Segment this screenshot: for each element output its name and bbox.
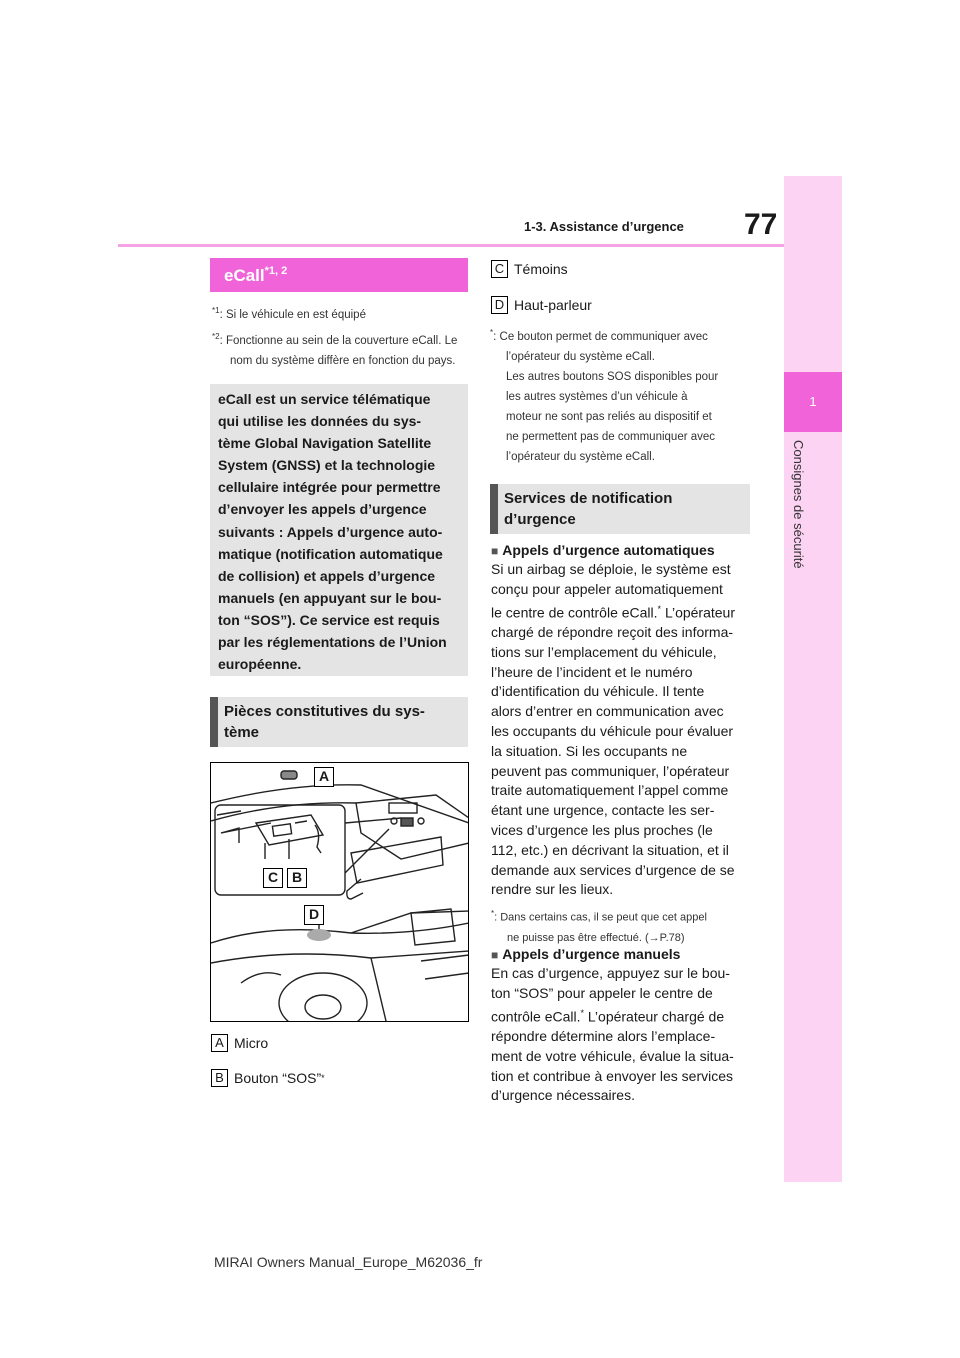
item-a-text: Micro [234,1035,269,1051]
chapter-label: Consignes de sécurité [791,440,806,569]
intro-line: cellulaire intégrée pour permettre [218,479,441,496]
sos-footnote-line: l’opérateur du système eCall. [506,450,655,463]
notification-heading [490,484,750,534]
figure-label-d: D [304,905,324,925]
note-1-mark: *1 [212,306,220,315]
section-title: 1-3. Assistance d’urgence [524,219,684,234]
notification-heading-line2: d’urgence [504,511,576,528]
sos-footnote-mark: * [490,328,494,337]
ecall-intro-box [210,384,468,676]
intro-line: de collision) et appels d’urgence [218,567,436,584]
intro-line: tème Global Navigation Satellite [218,435,432,452]
item-a-label: A [211,1034,228,1052]
intro-line: européenne. [218,656,302,673]
intro-line: eCall est un service télématique [218,391,431,407]
components-heading [210,697,468,747]
ecall-heading [210,258,468,292]
sos-footnote-line: *: Ce bouton permet de communiquer avec [490,328,708,343]
ecall-heading-sup: *1, 2 [264,265,288,277]
component-item-d [491,296,592,314]
intro-line: par les réglementations de l’Union [218,634,447,651]
note-1-text: : Si le véhicule en est équipé [219,308,366,321]
figure-label-b: B [287,868,307,888]
ecall-heading-text: eCall [224,266,265,285]
chapter-side-tab [784,176,842,1182]
component-item-a [211,1034,268,1052]
sos-footnote-line: Les autres boutons SOS disponibles pour [506,370,719,383]
sos-footnote [490,323,752,467]
manual-calls-heading: ■ Appels d’urgence manuels [491,946,753,962]
sos-footnote-line: moteur ne sont pas reliés au dispositif et [506,410,712,423]
auto-calls-footnote: *: Dans certains cas, il se peut que cet appel ne puisse pas être effectué. (→P.78) [491,909,707,944]
manual-calls-section [491,946,753,1106]
car-interior-drawing [211,763,469,1022]
note-2-mark: *2 [212,331,220,341]
sos-footnote-line: ne permettent pas de communiquer avec [506,430,716,443]
ecall-components-illustration [210,762,469,1022]
item-d-text: Haut-parleur [514,297,592,313]
ecall-notes [212,301,466,371]
intro-line: d’envoyer les appels d’urgence [218,501,427,518]
document-footer: MIRAI Owners Manual_Europe_M62036_fr [214,1254,483,1270]
page-number: 77 [744,208,778,241]
intro-line: matique (notification automatique [218,545,443,562]
components-heading-line1: Pièces constitutives du sys- [224,703,425,720]
intro-line: ton “SOS”). Ce service est requis [218,611,440,628]
item-d-label: D [491,296,508,314]
auto-calls-section [491,542,753,948]
intro-line: manuels (en appuyant sur le bou- [218,589,442,606]
component-item-c [491,260,568,278]
note-1 [212,301,466,325]
page-78-link[interactable]: →P.78 [648,931,681,944]
auto-calls-body: Si un airbag se déploie, le système est conçu pour appeler automatiquement le centre de contrôle eCall.* L’opérateur chargé de répondre reçoit des informa- tions sur l’emplacement du véhicule, l’heure de l’incident et le numéro d’identification du véhicule. Il tente alors d’entrer en communication avec les occupants du véhicule pour évaluer la situation. Si les occupants ne peuvent pas communiquer, l’opérateur traite automatiquement l’appel comme étant une urgence, contacte les ser- vices d’urgence les plus proches (le 112, etc.) en décrivant la situation, et il demande aux services d’urgence de se rendre sur les lieux. [491,561,736,898]
sos-footnote-line: l’opérateur du système eCall. [506,350,655,363]
notification-heading-line1: Services de notification [504,490,673,507]
intro-line: qui utilise les données du sys- [218,413,422,430]
item-b-label: B [211,1069,228,1087]
header-rule [118,244,784,247]
item-b-sup: * [321,1073,325,1083]
component-item-b [211,1069,325,1087]
intro-line: suivants : Appels d’urgence auto- [218,523,443,540]
item-c-text: Témoins [514,261,568,277]
auto-calls-heading: ■ Appels d’urgence automatiques [491,542,753,558]
chapter-number-tab[interactable]: 1 [784,372,842,432]
components-heading-line2: tème [224,724,260,741]
figure-label-c: C [263,868,283,888]
figure-label-a: A [314,767,334,787]
item-b-text: Bouton “SOS” [234,1070,322,1086]
note-2 [212,327,466,371]
sos-footnote-line: les autres systèmes d’un véhicule à [506,390,688,403]
note-2-text: : Fonctionne au sein de la couverture eCall. Le nom du système diffère en fonction du pays. [219,334,458,367]
item-c-label: C [491,260,508,278]
manual-calls-body: En cas d’urgence, appuyez sur le bou- ton “SOS” pour appeler le centre de contrôle eCall.* L’opérateur chargé de répondre détermine alors l’emplace- ment de votre véhicule, évalue la situa- tion et contribue à envoyer les services d’urgence nécessaires. [491,965,734,1104]
intro-line: System (GNSS) et la technologie [218,457,436,474]
